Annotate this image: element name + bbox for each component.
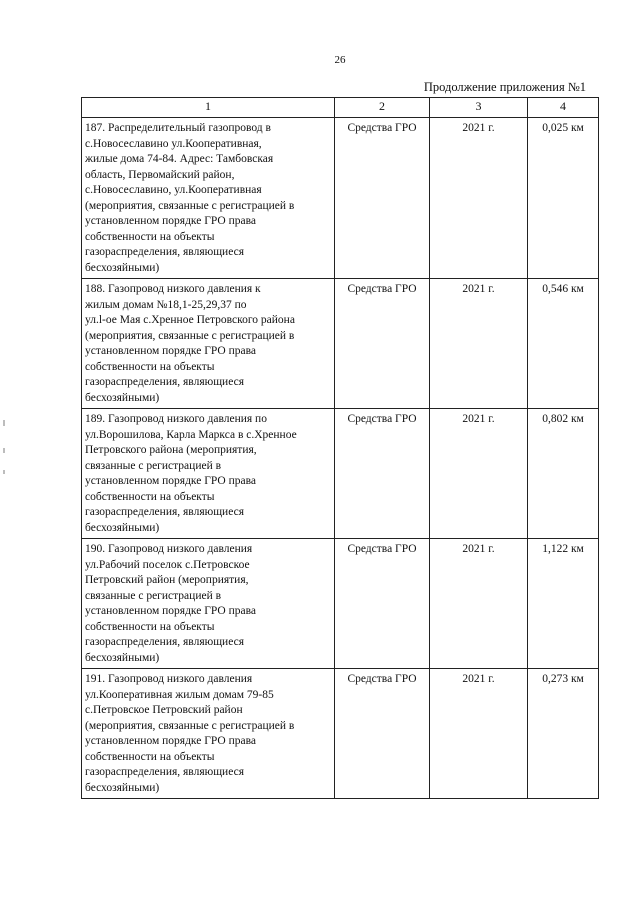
row-description [82, 118, 335, 279]
row-year: 2021 г. [430, 118, 528, 279]
description-text: 187. Распределительный газопровод в с.Новосеславино ул.Кооперативная, жилые дома 74-84. Адрес: Тамбовская область, Первомайский район, с.Новосеславино, ул.Кооперативная (мероприятия, связанные с регистрацией в установленном порядке ГРО права собственности на объекты газораспределения, являющиеся бесхозяйными) [85, 122, 295, 274]
row-funding-source: Средства ГРО [335, 539, 430, 669]
column-header-3: 3 [430, 98, 528, 118]
row-length: 0,546 км [528, 279, 599, 409]
row-funding-source: Средства ГРО [335, 409, 430, 539]
row-funding-source: Средства ГРО [335, 118, 430, 279]
row-year: 2021 г. [430, 539, 528, 669]
row-length: 0,025 км [528, 118, 599, 279]
table-row [82, 409, 599, 539]
row-year: 2021 г. [430, 409, 528, 539]
scan-margin-mark [3, 420, 5, 426]
row-year: 2021 г. [430, 279, 528, 409]
description-text: 191. Газопровод низкого давления ул.Кооперативная жилым домам 79-85 с.Петровское Петровский район (мероприятия, связанные с регистрацией в установленном порядке ГРО права собственности на объекты газораспределения, являющиеся бесхозяйными) [85, 673, 295, 794]
page-number: 26 [334, 54, 346, 66]
scan-margin-mark [3, 448, 5, 453]
description-text: 190. Газопровод низкого давления ул.Рабочий поселок с.Петровское Петровский район (мероприятия, связанные с регистрацией в установленном порядке ГРО права собственности на объекты газораспределения, являющиеся бесхозяйными) [85, 543, 256, 664]
row-length: 0,802 км [528, 409, 599, 539]
appendix-table [81, 97, 599, 799]
description-text: 188. Газопровод низкого давления к жилым домам №18,1-25,29,37 по ул.l-ое Мая с.Хренное Петровского района (мероприятия, связанные с регистрацией в установленном порядке ГРО права собственности на объекты газораспределения, являющиеся бесхозяйными) [85, 283, 295, 404]
row-length: 1,122 км [528, 539, 599, 669]
table-row [82, 118, 599, 279]
scan-margin-mark [3, 470, 5, 474]
row-description [82, 669, 335, 799]
column-header-2: 2 [335, 98, 430, 118]
row-length: 0,273 км [528, 669, 599, 799]
description-text: 189. Газопровод низкого давления по ул.Ворошилова, Карла Маркса в с.Хренное Петровского района (мероприятия, связанные с регистрацией в установленном порядке ГРО права собственности на объекты газораспределения, являющиеся бесхозяйными) [85, 413, 297, 534]
row-description [82, 539, 335, 669]
row-funding-source: Средства ГРО [335, 669, 430, 799]
table-row [82, 539, 599, 669]
row-description [82, 279, 335, 409]
row-year: 2021 г. [430, 669, 528, 799]
column-header-4: 4 [528, 98, 599, 118]
table-header-row [82, 98, 599, 118]
row-funding-source: Средства ГРО [335, 279, 430, 409]
table-row [82, 279, 599, 409]
table-row [82, 669, 599, 799]
column-header-1: 1 [82, 98, 335, 118]
row-description [82, 409, 335, 539]
continuation-caption: Продолжение приложения №1 [423, 80, 586, 94]
